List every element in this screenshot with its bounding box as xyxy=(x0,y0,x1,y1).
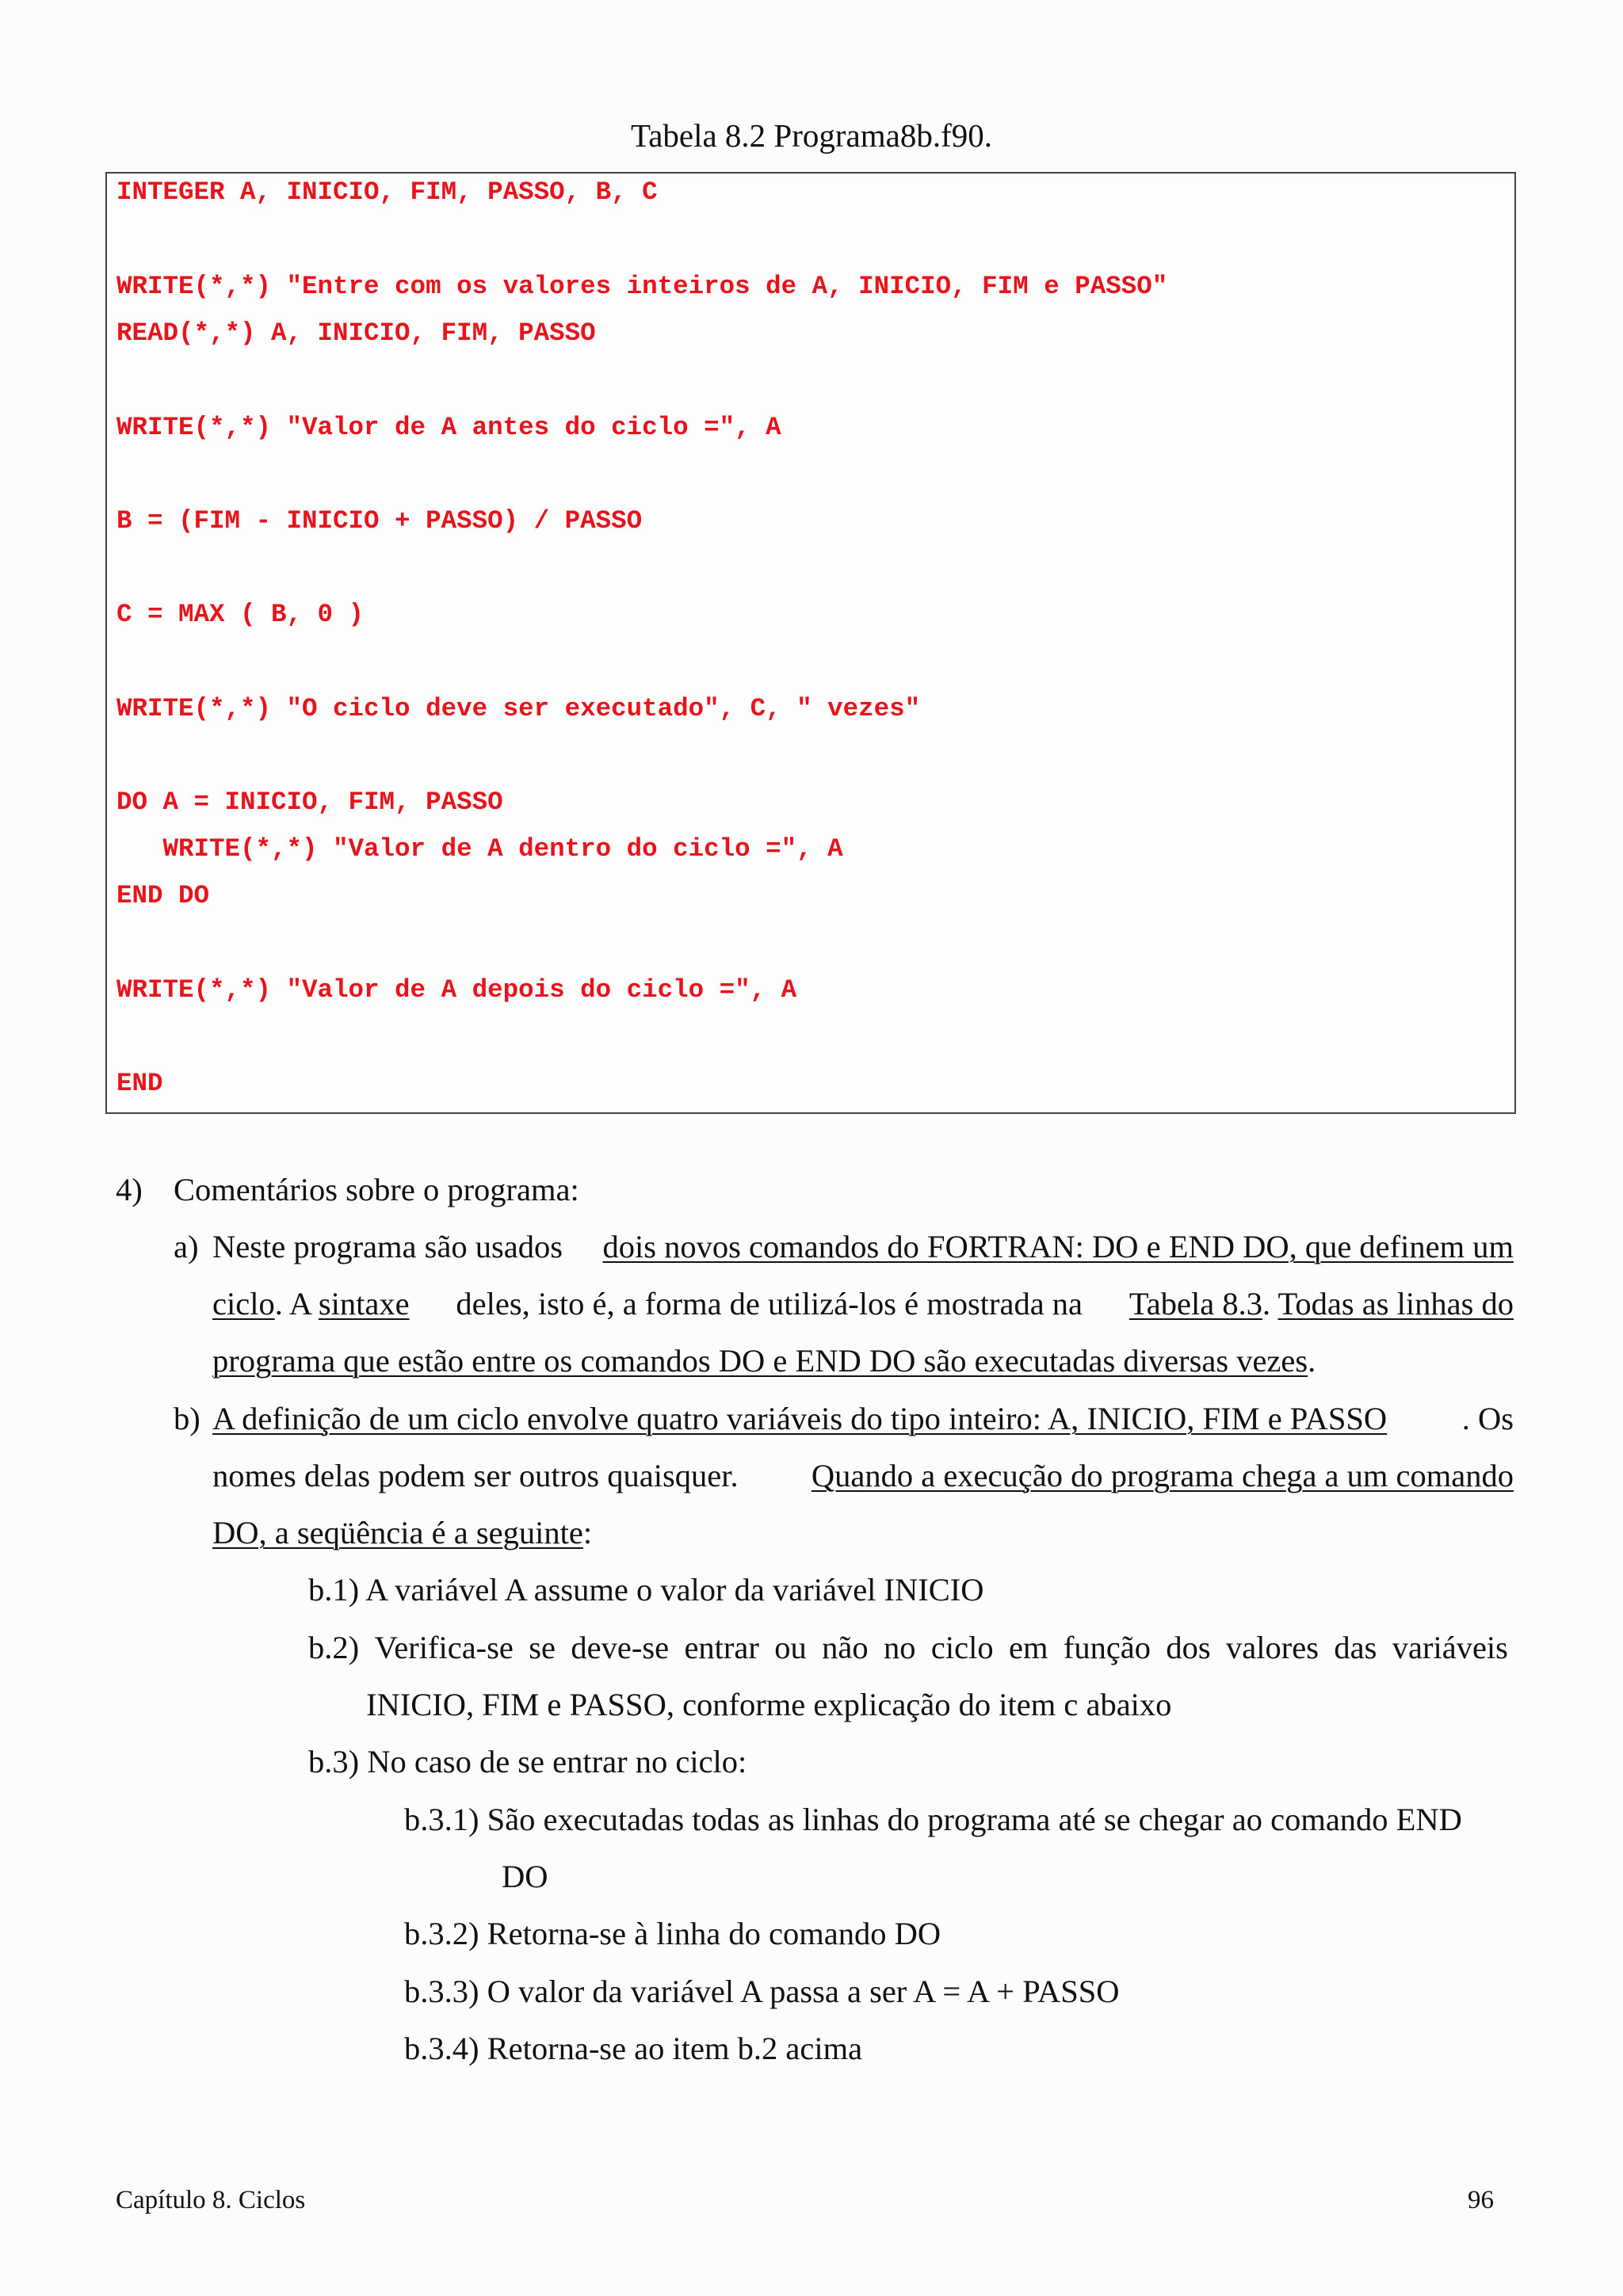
section-number: 4) xyxy=(116,1172,143,1207)
step-b34: b.3.4) Retorna-se ao item b.2 acima xyxy=(404,2031,863,2066)
step-b31-continued: DO xyxy=(502,1859,548,1894)
word: das xyxy=(1334,1630,1377,1665)
code-line: WRITE(*,*) "O ciclo deve ser executado", C, " vezes" xyxy=(116,694,921,723)
section-title: Comentários sobre o programa: xyxy=(174,1172,579,1207)
word: no xyxy=(884,1630,916,1665)
word: deve-se xyxy=(571,1630,670,1665)
text-run: Neste programa são usados xyxy=(212,1229,571,1264)
code-line: END DO xyxy=(116,881,210,910)
step-b32: b.3.2) Retorna-se à linha do comando DO xyxy=(404,1916,941,1951)
table-caption: Tabela 8.2 Programa8b.f90. xyxy=(631,117,992,154)
item-b-label: b) xyxy=(174,1401,200,1436)
step-b31: b.3.1) São executadas todas as linhas do programa até se chegar ao comando END xyxy=(404,1802,1462,1837)
item-a-label: a) xyxy=(174,1229,199,1264)
code-line: WRITE(*,*) "Valor de A antes do ciclo =", A xyxy=(116,413,781,442)
page-number: 96 xyxy=(1468,2186,1494,2214)
code-line: WRITE(*,*) "Entre com os valores inteiros de A, INICIO, FIM e PASSO" xyxy=(116,272,1168,301)
word: dos xyxy=(1166,1630,1211,1665)
text-run: : xyxy=(582,1515,593,1550)
step-b3: b.3) No caso de se entrar no ciclo: xyxy=(308,1744,747,1779)
word: b.2) xyxy=(308,1630,360,1665)
step-b2-continued: INICIO, FIM e PASSO, conforme explicação do item c abaixo xyxy=(366,1687,1172,1722)
underlined-text: dois novos comandos do FORTRAN: DO e END DO, que definem um xyxy=(602,1229,1514,1264)
word: variáveis xyxy=(1392,1630,1508,1665)
word: se xyxy=(529,1630,556,1665)
code-line: READ(*,*) A, INICIO, FIM, PASSO xyxy=(116,318,596,348)
item-a-line-1 xyxy=(212,1227,1514,1267)
underlined-text: Tabela 8.3 xyxy=(1128,1286,1262,1322)
code-listing xyxy=(105,172,1516,1114)
code-line: B = (FIM - INICIO + PASSO) / PASSO xyxy=(116,506,643,536)
item-a-line-2 xyxy=(212,1284,1514,1324)
item-b-line-2 xyxy=(212,1456,1514,1496)
code-line: END xyxy=(116,1069,163,1098)
underlined-text: programa que estão entre os comandos DO e END DO são executadas diversas vezes xyxy=(212,1343,1308,1379)
word: em xyxy=(1008,1630,1048,1665)
step-b2 xyxy=(308,1628,1508,1668)
word: ciclo xyxy=(930,1630,994,1665)
word: ou xyxy=(774,1630,807,1665)
item-b-line-3 xyxy=(212,1513,592,1553)
code-line: WRITE(*,*) "Valor de A dentro do ciclo =", A xyxy=(116,834,843,864)
item-b-line-1 xyxy=(212,1399,1514,1439)
underlined-text: A definição de um ciclo envolve quatro variáveis do tipo inteiro: A, INICIO, FIM e PASSO xyxy=(212,1401,1388,1436)
text-run: deles, isto é, a forma de utilizá-los é mostrada na xyxy=(448,1286,1091,1322)
code-line: INTEGER A, INICIO, FIM, PASSO, B, C xyxy=(116,177,658,207)
item-a-line-3 xyxy=(212,1341,1316,1381)
underlined-text: DO, a seqüência é a seguinte xyxy=(212,1515,583,1550)
text-run: . xyxy=(1308,1343,1316,1379)
step-b1: b.1) A variável A assume o valor da variável INICIO xyxy=(308,1572,984,1608)
underlined-text: Todas as linhas do xyxy=(1277,1286,1514,1322)
text-run: . xyxy=(1262,1286,1278,1322)
text-run: . Os xyxy=(1461,1401,1514,1436)
word: função xyxy=(1063,1630,1151,1665)
footer-chapter: Capítulo 8. Ciclos xyxy=(116,2186,306,2214)
code-line: DO A = INICIO, FIM, PASSO xyxy=(116,788,503,817)
code-line: WRITE(*,*) "Valor de A depois do ciclo =", A xyxy=(116,975,797,1005)
step-b33: b.3.3) O valor da variável A passa a ser A = A + PASSO xyxy=(404,1974,1120,2009)
text-run: . A xyxy=(274,1286,319,1322)
underlined-text: sintaxe xyxy=(318,1286,410,1322)
underlined-text: ciclo xyxy=(212,1286,275,1322)
word: entrar xyxy=(684,1630,759,1665)
word: Verifica-se xyxy=(374,1630,514,1665)
word: valores xyxy=(1226,1630,1319,1665)
word: não xyxy=(822,1630,869,1665)
text-run: nomes delas podem ser outros quaisquer. xyxy=(212,1458,747,1493)
underlined-text: Quando a execução do programa chega a um comando xyxy=(811,1458,1514,1493)
code-line: C = MAX ( B, 0 ) xyxy=(116,600,365,629)
